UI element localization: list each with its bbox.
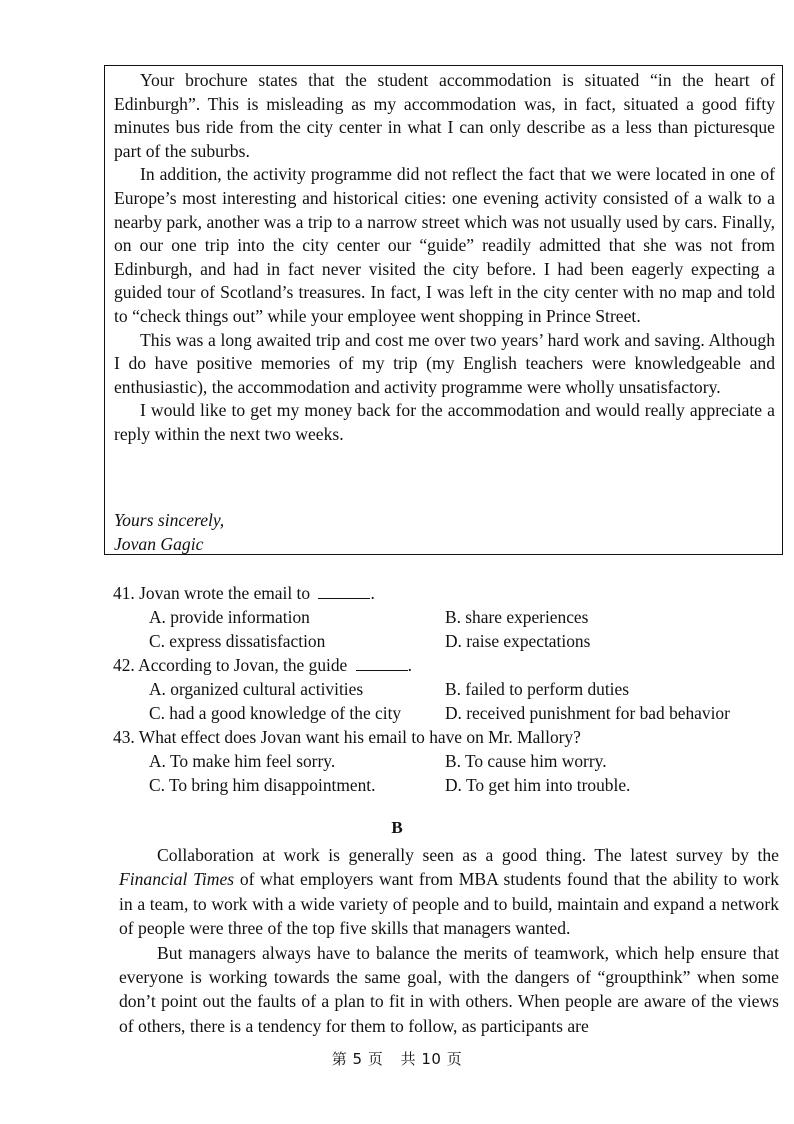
option-d: D. raise expectations <box>445 631 591 651</box>
page-footer <box>0 1048 794 1069</box>
question-stem: Jovan wrote the email to <box>139 583 311 603</box>
option-d: D. received punishment for bad behavior <box>445 703 730 723</box>
option-a: A. To make him feel sorry. <box>149 751 336 771</box>
page-number: 第 5 页 <box>331 1050 384 1068</box>
question-list <box>113 581 783 797</box>
answer-blank <box>356 656 408 671</box>
letter-paragraph-1: Your brochure states that the student accommodation is situated “in the heart of Edinburgh”. This is misleading as my accommodation was, in fact, situated a good fifty minutes bus ride from the city center in what I can only describe as a less than picturesque part of the suburbs. <box>114 70 775 161</box>
letter-paragraph-3: This was a long awaited trip and cost me over two years’ hard work and saving. Although I do have positive memories of my trip (my English teachers were knowledgeable and enthusiastic), the accommodation and activity programme were wholly unsatisfactory. <box>114 329 775 397</box>
letter-closing <box>114 508 224 556</box>
question-41: 41. Jovan wrote the email to . A. provide information B. share experiences C. express dissatisfaction D. raise expectations <box>113 581 783 653</box>
option-a: A. provide information <box>149 607 310 627</box>
option-c: C. had a good knowledge of the city <box>149 703 402 723</box>
question-stem: According to Jovan, the guide <box>138 655 348 675</box>
answer-blank <box>318 584 370 599</box>
option-a: A. organized cultural activities <box>149 679 364 699</box>
question-42: 42. According to Jovan, the guide . A. organized cultural activities B. failed to perform duties C. had a good knowledge of the city D. received punishment for bad behavior <box>113 653 783 725</box>
question-43 <box>113 725 783 797</box>
passage-paragraph-1: Collaboration at work is generally seen as a good thing. The latest survey by the Financial Times of what employers want from MBA students found that the ability to work in a team, to work with a wide variety of people and to build, maintain and expand a network of people were three of the top five skills that managers wanted. <box>119 845 779 939</box>
letter-paragraph-4: I would like to get my money back for the accommodation and would really appreciate a reply within the next two weeks. <box>114 400 775 444</box>
option-b: B. share experiences <box>445 607 589 627</box>
question-stem: What effect does Jovan want his email to have on Mr. Mallory? <box>138 727 581 747</box>
section-heading: B <box>391 818 403 837</box>
option-d: D. To get him into trouble. <box>445 775 631 795</box>
question-number: 43. <box>113 727 135 747</box>
question-number: 42. <box>113 655 135 675</box>
signature: Jovan Gagic <box>114 534 204 554</box>
question-number: 41. <box>113 583 135 603</box>
closing-phrase: Yours sincerely, <box>114 510 225 530</box>
option-b: B. To cause him worry. <box>445 751 607 771</box>
option-c: C. To bring him disappointment. <box>149 775 376 795</box>
option-b: B. failed to perform duties <box>445 679 630 699</box>
option-c: C. express dissatisfaction <box>149 631 326 651</box>
passage-paragraph-2: But managers always have to balance the merits of teamwork, which help ensure that everyone is working towards the same goal, with the dangers of “groupthink” when some don’t point out the faults of a plan to fit in with others. When people are aware of the views of others, there is a tendency for them to follow, as participants are <box>119 942 779 1036</box>
letter-paragraph-2: In addition, the activity programme did not reflect the fact that we were located in one of Europe’s most interesting and historical cities: one evening activity consisted of a walk to a nearby park, another was a trip to a narrow street which was not usually used by cars. Finally, on our one trip into the city center our “guide” readily admitted that she was not from Edinburgh, and had in fact never visited the city before. I had been eagerly expecting a guided tour of Scotland’s treasures. In fact, I was left in the city center with no map and told to “check things out” while your employee went shopping in Prince Street. <box>114 164 775 326</box>
passage-b <box>119 843 779 1038</box>
publication-title: Financial Times <box>119 869 235 890</box>
letter-box <box>104 65 783 555</box>
page-total: 共 10 页 <box>400 1050 463 1068</box>
